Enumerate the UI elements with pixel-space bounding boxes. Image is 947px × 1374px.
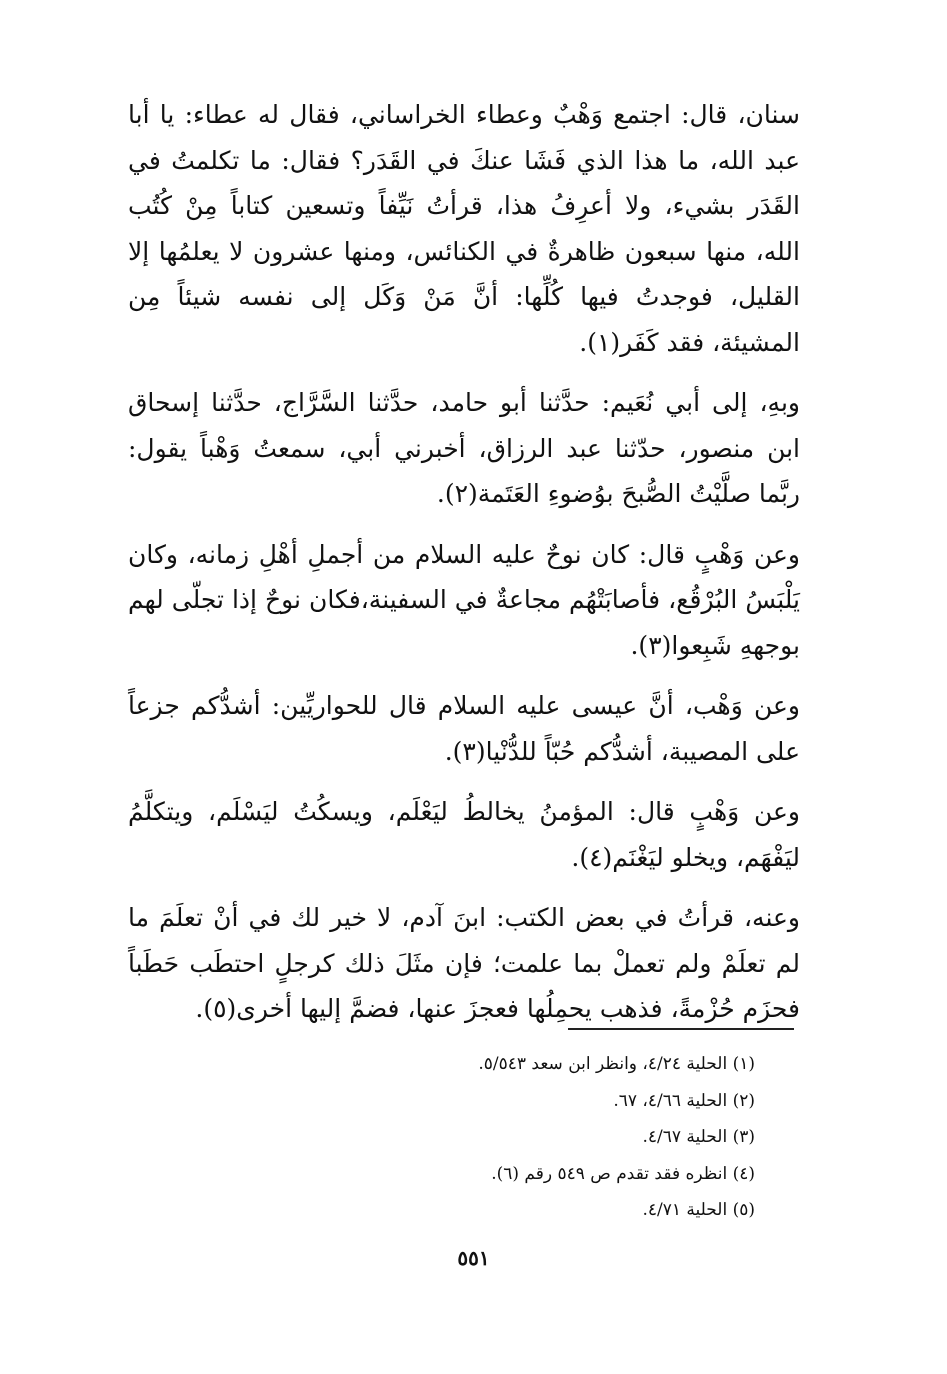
page-number: ٥٥١ xyxy=(457,1246,490,1270)
footnote-3: (٣) الحلية ٤/٦٧. xyxy=(642,1127,755,1147)
main-text xyxy=(128,92,800,1047)
footnote-4: (٤) انظره فقد تقدم ص ٥٤٩ رقم (٦). xyxy=(491,1163,755,1184)
paragraph-1: سنان، قال: اجتمع وَهْبٌ وعطاء الخراساني، فقال له عطاء: يا أبا عبد الله، ما هذا الذي فَشَا عنكَ في القَدَر؟ فقال: ما تكلمتُ في القَدَر بشيء، ولا أعرِفُ هذا، قرأتُ نَيِّفاً وتسعين كتاباً مِنْ كُتُب الله، منها سبعون ظاهرةٌ في الكنائس، ومنها عشرون لا يعلمُها إلا القليل، فوجدتُ فيها كُلِّها: أنَّ مَنْ وَكَل إلى نفسه شيئاً مِن المشيئة، فقد كَفَر(١). xyxy=(128,100,800,357)
footnotes xyxy=(300,1046,755,1229)
footnote-1: (١) الحلية ٤/٢٤، وانظر ابن سعد ٥/٥٤٣. xyxy=(478,1054,755,1074)
paragraph-6: وعنه، قرأتُ في بعض الكتب: ابنَ آدم، لا خير لك في أنْ تعلَمَ ما لم تعلَمْ ولم تعملْ بما علمت؛ فإن مثَلَ ذلك كرجلٍ احتطَب حَطَباً فحزَم حُزْمةً، فذهب يحمِلُها فعجزَ عنها، فضمَّ إليها أخرى(٥). xyxy=(128,903,800,1023)
paragraph-3: وعن وَهْبٍ قال: كان نوحٌ عليه السلام من أجملِ أهْلِ زمانه، وكان يَلْبَسُ البُرْقُع، فأصابَتْهُم مجاعةٌ في السفينة،فكان نوحٌ إذا تجلّى لهم بوجههِ شَبِعوا(٣). xyxy=(128,539,800,660)
footnote-separator xyxy=(568,1028,794,1030)
paragraph-2: وبهِ، إلى أبي نُعَيم: حدَّثنا أبو حامد، حدَّثنا السَّرَّاج، حدَّثنا إسحاق ابن منصور، حدّثنا عبد الرزاق، أخبرني أبي، سمعتُ وَهْباً يقول: ربَّما صلَّيْتُ الصُّبحَ بوُضوءِ العَتَمة(٢). xyxy=(128,388,800,508)
footnote-2: (٢) الحلية ٤/٦٦، ٦٧. xyxy=(613,1090,755,1111)
footnote-5: (٥) الحلية ٤/٧١. xyxy=(642,1200,755,1220)
paragraph-5: وعن وَهْبٍ قال: المؤمنُ يخالطُ ليَعْلَم، ويسكُتُ ليَسْلَم، ويتكلَّمُ ليَفْهَم، ويخلو ليَغْنَم(٤). xyxy=(128,797,800,872)
paragraph-4: وعن وَهْب، أنَّ عيسى عليه السلام قال للحواريِّين: أشدُّكم جزعاً على المصيبة، أشدُّكم حُبّاً للدُّنْيا(٣). xyxy=(128,691,800,766)
